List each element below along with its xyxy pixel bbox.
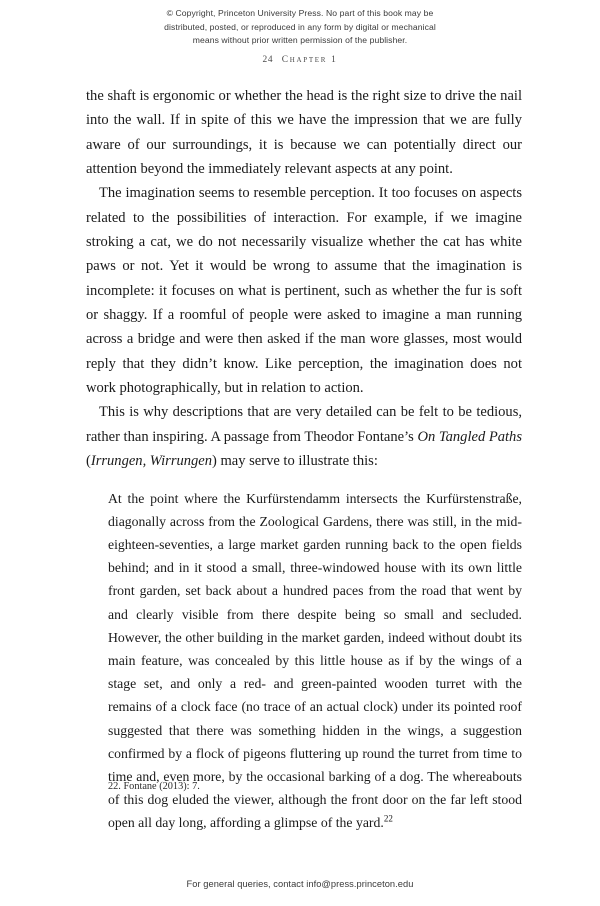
chapter-label: Chapter 1 xyxy=(281,55,338,65)
copyright-line-1: © Copyright, Princeton University Press. No part of this book may be xyxy=(166,8,434,18)
copyright-line-3: means without prior written permission of the publisher. xyxy=(192,35,408,46)
paragraph-3-text-between: ( xyxy=(86,453,91,470)
body-paragraph-1: the shaft is ergonomic or whether the head is the right size to drive the nail into the wall. If in spite of this we have the impression that we are fully aware of our surroundings, it is because we can potentially direct our attention beyond the immediately relevant aspects at any point. xyxy=(86,88,522,178)
book-title-english: On Tangled Paths xyxy=(417,428,522,445)
page-folio: 24 xyxy=(262,55,274,65)
paragraph-3-text-before-title: This is why descriptions that are very detailed can be felt to be tedious, rather than inspiring. A passage from Theodor Fontane’s xyxy=(86,404,522,445)
quotation-body: At the point where the Kurfürstendamm intersects the Kurfürstenstraße, diagonally across from the Zoological Gardens, there was still, in the mid-eighteen-seventies, a large market garden running back to the open fields behind; and in it stood a small, three-windowed house with its own little front garden, set back about a hundred paces from the road that went by and clearly visible from there despite being so small and secluded. However, the other building in the market garden, indeed without doubt its main feature, was concealed by this little house as if by the wings of a stage set, and only a red- and green-painted wooden turret with the remains of a clock face (no trace of an actual clock) under its pointed roof suggested that there was something hidden in the wings, a suggestion confirmed by a flock of pigeons fluttering up round the turret from time to time and, even more, by the occasional barking of a dog. The whereabouts of this dog eluded the viewer, although the front door on the far left stood open all day long, affording a glimpse of the yard. xyxy=(108,490,522,831)
book-title-german: Irrungen, Wirrungen xyxy=(90,453,213,470)
body-paragraph-3 xyxy=(86,400,522,473)
page-body xyxy=(86,84,522,835)
footnote-entry: 22. Fontane (2013): 7. xyxy=(108,781,200,792)
body-paragraph-2: The imagination seems to resemble perception. It too focuses on aspects related to the possibilities of interaction. For example, if we imagine stroking a cat, we do not necessarily visualize whether the cat has white paws or not. Yet it would be wrong to assume that the imagination is incomplete: it focuses on what is pertinent, such as whether the fur is soft or shaggy. If a roomful of people were asked to imagine a man running across a bridge and were then asked if the man wore glasses, most would reply that they didn’t know. Like perception, the imagination does not work photographically, but in relation to action. xyxy=(86,185,522,397)
running-head xyxy=(0,55,600,65)
copyright-notice xyxy=(0,7,600,48)
copyright-line-2: distributed, posted, or reproduced in any form by digital or mechanical xyxy=(164,21,436,32)
footnote-reference-marker: 22 xyxy=(383,813,393,824)
page-footer: For general queries, contact info@press.princeton.edu xyxy=(186,879,414,889)
paragraph-3-text-after-title: ) may serve to illustrate this: xyxy=(212,453,378,470)
